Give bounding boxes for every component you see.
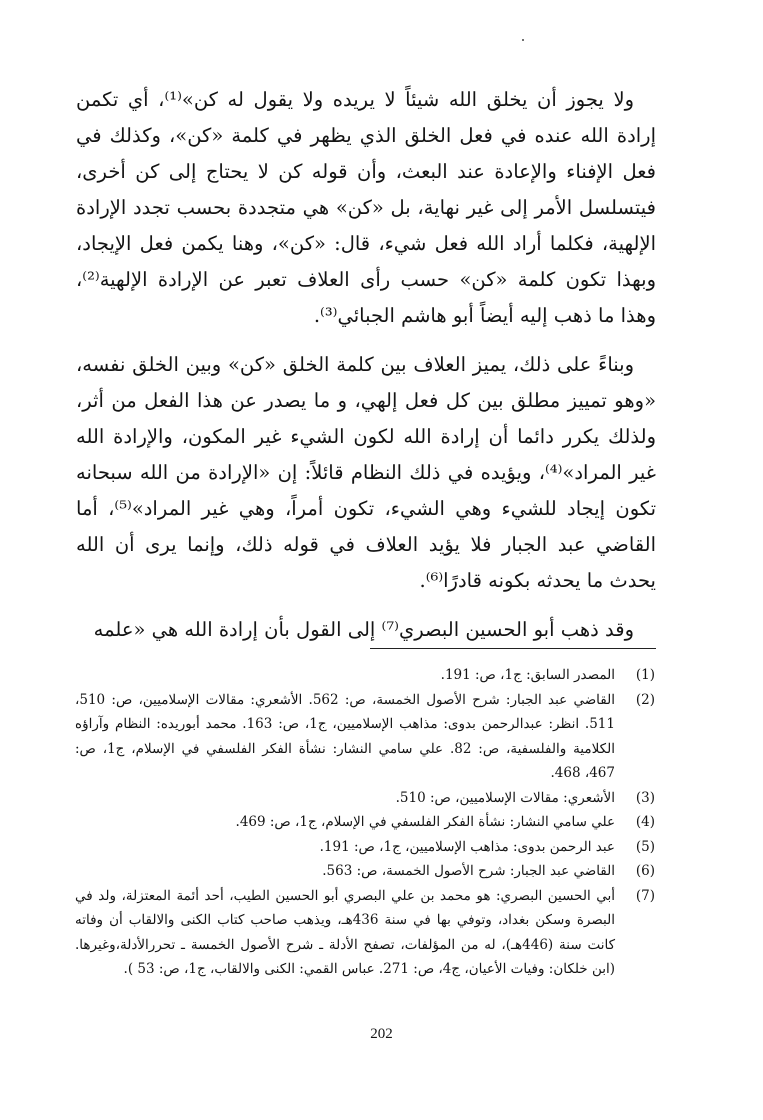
footnote-text: القاضي عبد الجبار: شرح الأصول الخمسة، ص: 562. الأشعري: مقالات الإسلاميين، ص: 510، 511. انظر: عبدالرحمن بدوى: مذاهب الإسلاميين، ج1، ص: 163. محمد أبوريده: النظام وآراؤه الكلامية والفلسفية، ص: 82. علي سامي النشار: نشأة الفكر الفلسفي في الإسلام، ج1، ص: 467، 468. bbox=[75, 691, 615, 781]
footnote-text: المصدر السابق: ج1، ص: 191. bbox=[440, 667, 615, 683]
footnote-number: (1) bbox=[635, 667, 655, 683]
footnote-number: (4) bbox=[635, 814, 655, 830]
paragraph-1: ولا يجوز أن يخلق الله شيئاً لا يريده ولا يقول له كن»⁽¹⁾، أي تكمن إرادة الله عنده في فعل الخلق الذي يظهر في كلمة «كن»، وكذلك في فعل الإفناء والإعادة عند البعث، وأن قوله كن لا يحتاج إلى كن أخرى، فيتسلسل الأمر إلى غير نهاية، بل «كن» هي متجددة بحسب تجدد الإرادة الإلهية، فكلما أراد الله فعل شيء، قال: «كن»، وهنا يكمن فعل الإيجاد، وبهذا تكون كلمة «كن» حسب رأى العلاف تعبر عن الإرادة الإلهية⁽²⁾، وهذا ما ذهب إليه أيضاً أبو هاشم الجبائي⁽³⁾. bbox=[76, 88, 656, 327]
footnote-5 bbox=[75, 835, 655, 860]
footnote-6 bbox=[75, 859, 655, 884]
footnote-separator bbox=[370, 648, 656, 649]
footnote-text: عبد الرحمن بدوى: مذاهب الإسلاميين، ج1، ص: 191. bbox=[319, 838, 615, 855]
footnote-number: (5) bbox=[635, 838, 655, 855]
footnote-number: (6) bbox=[635, 863, 655, 879]
footnote-7 bbox=[75, 884, 655, 982]
footnote-text: علي سامي النشار: نشأة الفكر الفلسفي في الإسلام، ج1، ص: 469. bbox=[235, 814, 615, 830]
footnotes-list bbox=[75, 663, 655, 982]
footnote-1 bbox=[75, 663, 655, 688]
footnote-number: (3) bbox=[635, 789, 655, 806]
footnote-4 bbox=[75, 810, 655, 835]
paragraph-3: وقد ذهب أبو الحسين البصري⁽⁷⁾ إلى القول بأن إرادة الله هي «علمه bbox=[93, 618, 634, 641]
footnote-2 bbox=[75, 688, 655, 786]
paragraph-2: وبناءً على ذلك، يميز العلاف بين كلمة الخلق «كن» وبين الخلق نفسه، «وهو تمييز مطلق بين كل فعل إلهي، و ما يصدر عن هذا الفعل من أثر، ولذلك يكرر دائما أن إرادة الله لكون الشيء غير المكون، والإرادة الله غير المراد»⁽⁴⁾، ويؤيده في ذلك النظام قائلاً: إن «الإرادة من الله سبحانه تكون إيجاد للشيء وهي الشيء، تكون أمراً، وهي غير المراد»⁽⁵⁾، أما القاضي عبد الجبار فلا يؤيد العلاف في قوله ذلك، وإنما يرى أن الله يحدث ما يحدثه بكونه قادرًا⁽⁶⁾. bbox=[76, 353, 656, 592]
scan-speck bbox=[522, 39, 524, 41]
main-text bbox=[76, 82, 656, 648]
footnote-number: (7) bbox=[635, 887, 655, 904]
footnote-text: القاضي عبد الجبار: شرح الأصول الخمسة، ص: 563. bbox=[322, 863, 615, 879]
footnote-3 bbox=[75, 786, 655, 811]
page-number: 202 bbox=[370, 1026, 393, 1042]
footnote-text: أبي الحسين البصري: هو محمد بن علي البصري أبو الحسين الطيب، أحد أئمة المعتزلة، ولد في البصرة وسكن بغداد، وتوفي بها في سنة 436هـ، ويذهب صاحب كتاب الكنى والالقاب أن وفاته كانت سنة (446هـ)، له من المؤلفات، تصفح الأدلة ـ شرح الأصول الخمسة ـ تحررالأدلة،وغيرها.(ابن خلكان: وفيات الأعيان، ج4، ص: 271. عباس القمي: الكنى والالقاب، ج1، ص: 53 ). bbox=[75, 887, 616, 977]
footnote-text: الأشعري: مقالات الإسلاميين، ص: 510. bbox=[395, 789, 615, 806]
footnote-number: (2) bbox=[635, 691, 655, 708]
